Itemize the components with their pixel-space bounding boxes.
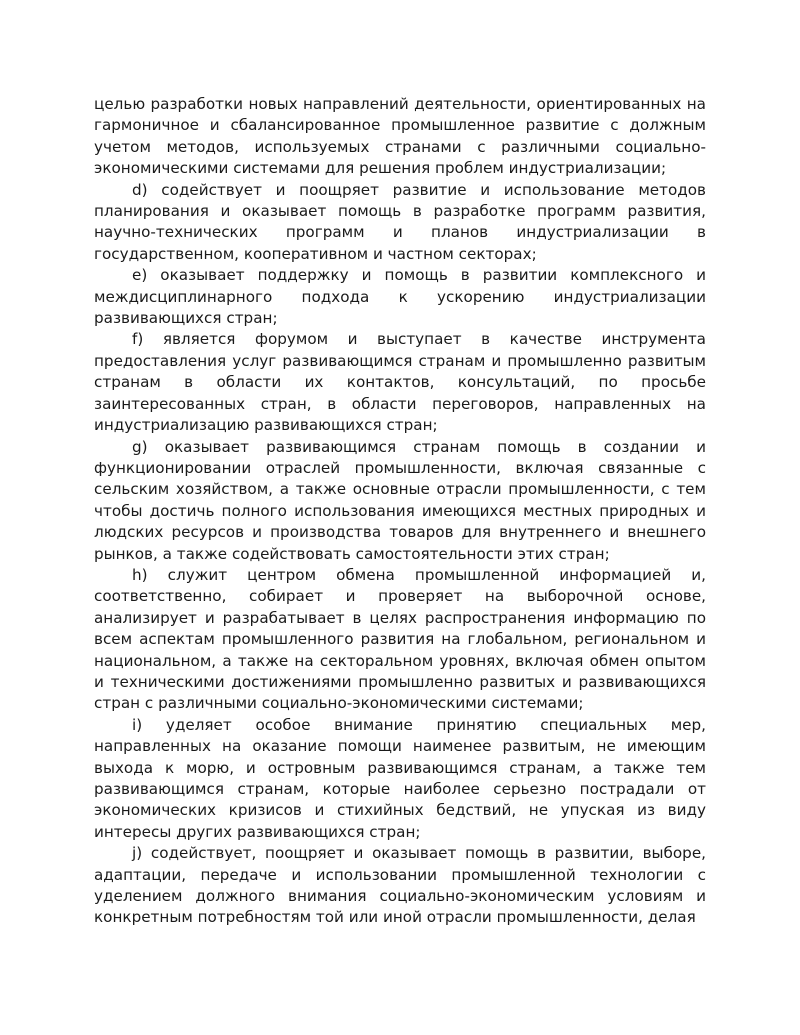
paragraph-h: h) служит центром обмена промышленной информацией и, соответственно, собирает и проверяет на выборочной основе, анализирует и разрабатывает в целях распространения информацию по всем аспектам промышленного развития на глобальном, региональном и национальном, а также на секторальном уровнях, включая обмен опытом и техническими достижениями промышленно развитых и развивающихся стран с различными социально-экономическими системами;: [94, 565, 706, 713]
paragraph-f: f) является форумом и выступает в качестве инструмента предоставления услуг развивающимся странам и промышленно развитым странам в области их контактов, консультаций, по просьбе заинтересованных стран, в области переговоров, направленных на индустриализацию развивающихся стран;: [94, 330, 706, 435]
paragraph-g: g) оказывает развивающимся странам помощь в создании и функционировании отраслей промышленности, включая связанные с сельским хозяйством, а также основные отрасли промышленности, с тем чтобы достичь полного использования имеющихся местных природных и людских ресурсов и производства товаров для внутреннего и внешнего рынков, а также содействовать самостоятельности этих стран;: [94, 437, 706, 563]
paragraph-j: j) содействует, поощряет и оказывает помощь в развитии, выборе, адаптации, передаче и использовании промышленной технологии с уделением должного внимания социально-экономическим условиям и конкретным потребностям той или иной отрасли промышленности, делая: [94, 844, 706, 927]
paragraph-e: e) оказывает поддержку и помощь в развитии комплексного и междисциплинарного подхода к ускорению индустриализации развивающихся стран;: [94, 266, 706, 328]
paragraph-d: d) содействует и поощряет развитие и использование методов планирования и оказывает помощь в разработке программ развития, научно-технических программ и планов индустриализации в государственном, кооперативном и частном секторах;: [94, 180, 706, 263]
paragraph-c-continuation: целью разработки новых направлений деятельности, ориентированных на гармоничное и сбалансированное промышленное развитие с должным учетом методов, используемых странами с различными социально-экономическими системами для решения проблем индустриализации;: [94, 95, 706, 178]
document-page: [94, 94, 706, 929]
paragraph-i: i) уделяет особое внимание принятию специальных мер, направленных на оказание помощи наименее развитым, не имеющим выхода к морю, и островным развивающимся странам, а также тем развивающимся странам, которые наиболее серьезно пострадали от экономических кризисов и стихийных бедствий, не упуская из виду интересы других развивающихся стран;: [94, 715, 706, 841]
